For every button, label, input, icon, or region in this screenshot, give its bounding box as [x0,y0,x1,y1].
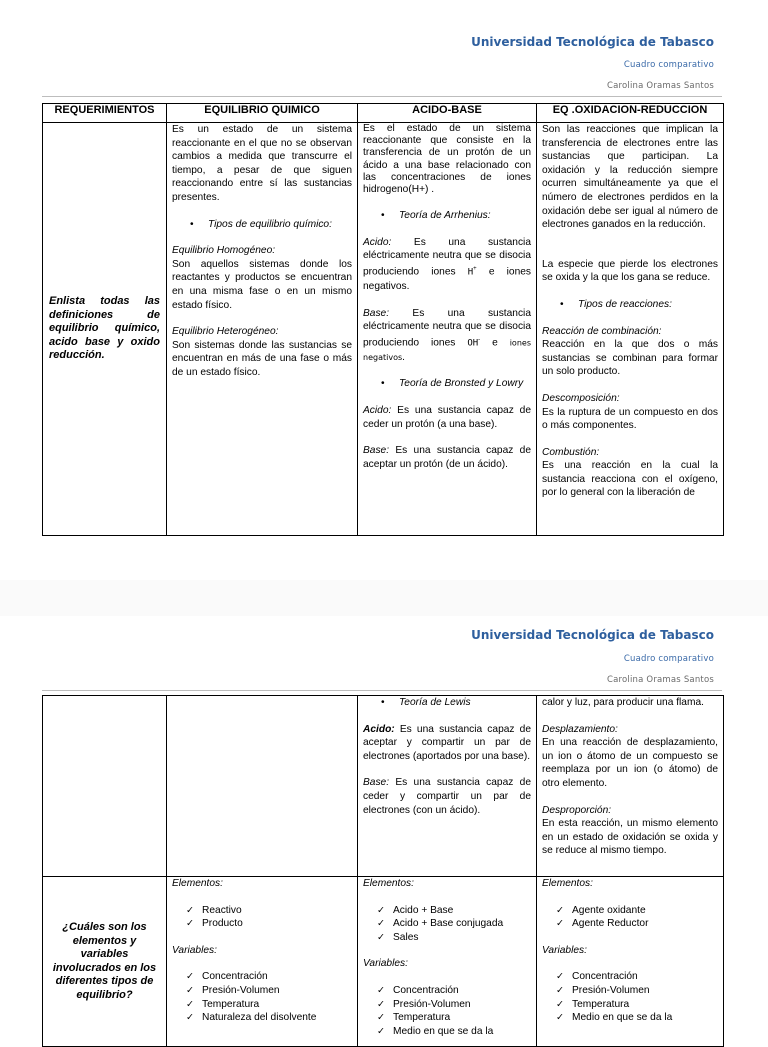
comparison-table [42,103,724,536]
requirement-cell [43,123,167,536]
list-item: ✓ Presión-Volumen [172,984,352,998]
definition-text: Es una sustancia capaz de aceptar y compartir un par de electrones (aportados por una base). [363,723,531,762]
section-title: Desproporción: [542,804,612,816]
variables-label: Variables: [363,958,408,970]
column-header: EQUILIBRIO QUIMICO [167,104,358,123]
definition-paragraph [363,444,531,471]
document-subtitle: Cuadro comparativo [623,60,714,70]
definition-paragraph [363,723,531,764]
section-title: Reacción de combinación: [542,325,662,337]
list-item: ✓ Concentración [172,970,352,984]
bullet-item: • Tipos de reacciones: [542,298,718,312]
definition-text: e [492,337,498,349]
bullet-item: • Teoría de Bronsted y Lowry [363,377,531,391]
university-title: Universidad Tecnológica de Tabasco [471,628,714,642]
definition-text: Es una sustancia eléctricamente neutra que se disocia produciendo iones [363,307,531,349]
definition-paragraph: Base: Es una sustancia eléctricamente neutra que se disocia produciendo iones OH- e iones negativos. [363,307,531,363]
definition-label: Base: [363,307,390,319]
document-page-2 [0,616,768,1037]
document-subtitle: Cuadro comparativo [623,654,714,664]
section-text: Son sistemas donde las sustancias se encuentran en más de una fase o más de un estado físico. [172,339,352,378]
table-row [43,123,724,536]
acido-base-cell [358,123,537,536]
column-header: REQUERIMIENTOS [43,104,167,123]
acido-base-cell [358,877,537,1047]
redox-cell [537,877,724,1047]
bullet-item: • Teoría de Arrhenius: [363,209,531,223]
requirement-cell [43,877,167,1047]
section-title: Desplazamiento: [542,723,618,735]
equilibrio-cell [167,696,358,877]
acido-base-cell [358,696,537,877]
section-title: Combustión: [542,446,600,458]
section-title: Descomposición: [542,392,620,404]
list-item: ✓ Acido + Base [363,904,531,918]
definition-text: Es una sustancia capaz de ceder y compartir un par de electrones (con un ácido). [363,777,531,816]
list-item: ✓ Reactivo [172,904,352,918]
redox-intro: Son las reacciones que implican la transferencia de electrones entre las sustancias que participan. La oxidación y la reducción siempre ocurren simultáneamente ya que el número de electrones perdidos en la oxidación debe ser igual al número de electrones ganados en la reducción. [542,124,718,231]
section-title: Equilibrio Homogéneo: [172,245,276,257]
variables-label: Variables: [172,944,217,956]
definition-paragraph [363,404,531,431]
definition-label: Acido: [363,404,392,416]
definition-label: Base: [363,445,390,457]
column-header: EQ .OXIDACION-REDUCCION [537,104,724,123]
list-item: ✓ Sales [363,931,531,945]
requirement-text: ¿Cuáles son los elementos y variables involucrados en los diferentes tipos de equilibrio? [52,921,157,1001]
author-name: Carolina Oramas Santos [606,675,714,685]
ion-charge: + [473,266,477,272]
column-header: ACIDO-BASE [358,104,537,123]
ion-charge: - [478,336,481,343]
section-text: En esta reacción, un mismo elemento en un estado de oxidación se oxida y se reduce al mismo tiempo. [542,818,718,857]
variables-label: Variables: [542,944,587,956]
table-row [43,696,724,877]
comparison-table-continued [42,695,724,1047]
list-item: ✓ Concentración [542,970,718,984]
bullet-item: • Teoría de Lewis [363,696,531,710]
definition-text: Es una sustancia capaz de aceptar un protón (de un ácido). [363,445,531,470]
equilibrio-intro: Es un estado de un sistema reaccionante en el que no se observan cambios a medida que transcurre el tiempo, a pesar de que siguen reaccionando entre sí las sustancias presentes. [172,124,352,203]
definition-paragraph [363,236,531,294]
list-item: ✓ Producto [172,917,352,931]
list-item: ✓ Acido + Base conjugada [363,917,531,931]
definition-text: iones negativos [363,338,531,362]
list-item: ✓ Agente Reductor [542,917,718,931]
definition-text: Es una sustancia capaz de ceder un protón (a una base). [363,404,531,430]
section-text: calor y luz, para producir una flama. [542,697,704,708]
elementos-label: Elementos: [172,878,223,889]
redox-especie: La especie que pierde los electrones se oxida y la que los gana se reduce. [542,258,718,284]
university-title: Universidad Tecnológica de Tabasco [471,35,714,49]
section-text: Son aquellos sistemas donde los reactantes y productos se encuentran en una misma fase o en un mismo estado físico. [172,258,352,311]
ion-symbol: OH [467,338,479,349]
list-item: ✓ Medio en que se da la [363,1025,531,1039]
equilibrio-cell [167,877,358,1047]
list-item: ✓ Temperatura [542,998,718,1012]
definition-text: e iones negativos. [363,266,531,292]
list-item: ✓ Agente oxidante [542,904,718,918]
redox-cell [537,696,724,877]
bullet-item: • Tipos de equilibrio químico: [172,218,352,232]
definition-label: Acido: [363,236,392,248]
header-divider [42,690,722,691]
elementos-label: Elementos: [542,878,593,889]
table-header-row [43,104,724,123]
list-item: ✓ Concentración [363,984,531,998]
page-gap [0,580,768,616]
requirement-text: Enlista todas las definiciones de equilibrio químico, acido base y oxido reducción. [49,295,160,362]
author-name: Carolina Oramas Santos [606,81,714,91]
ion-symbol: H [467,267,474,278]
section-text: En una reacción de desplazamiento, un ion o átomo de un compuesto se reemplaza por un ion (o átomo) de otro elemento. [542,737,718,789]
definition-paragraph [363,776,531,817]
section-text: Reacción en la que dos o más sustancias se combinan para formar un solo producto. [542,339,718,378]
equilibrio-cell [167,123,358,536]
section-title: Equilibrio Heterogéneo: [172,326,279,338]
list-item: ✓ Temperatura [363,1011,531,1025]
list-item: ✓ Temperatura [172,998,352,1012]
header-divider [42,96,722,97]
acido-base-intro: Es el estado de un sistema reaccionante que consiste en la transferencia de un protón de un ácido a una base relacionado con las concentraciones de iones hidrogeno(H+) . [363,123,531,196]
table-row [43,877,724,1047]
requirement-cell [43,696,167,877]
redox-cell [537,123,724,536]
section-text: Es la ruptura de un compuesto en dos o más componentes. [542,406,718,432]
list-item: ✓ Naturaleza del disolvente [172,1011,352,1025]
definition-label: Base: [363,777,390,789]
definition-text: Es una sustancia eléctricamente neutra que se disocia produciendo iones [363,236,531,278]
list-item: ✓ Presión-Volumen [542,984,718,998]
elementos-label: Elementos: [363,878,414,889]
list-item: ✓ Presión-Volumen [363,998,531,1012]
definition-label: Acido: [363,723,395,735]
section-text: Es una reacción en la cual la sustancia reacciona con el oxígeno, por lo general con la liberación de [542,460,718,499]
list-item: ✓ Medio en que se da la [542,1011,718,1025]
